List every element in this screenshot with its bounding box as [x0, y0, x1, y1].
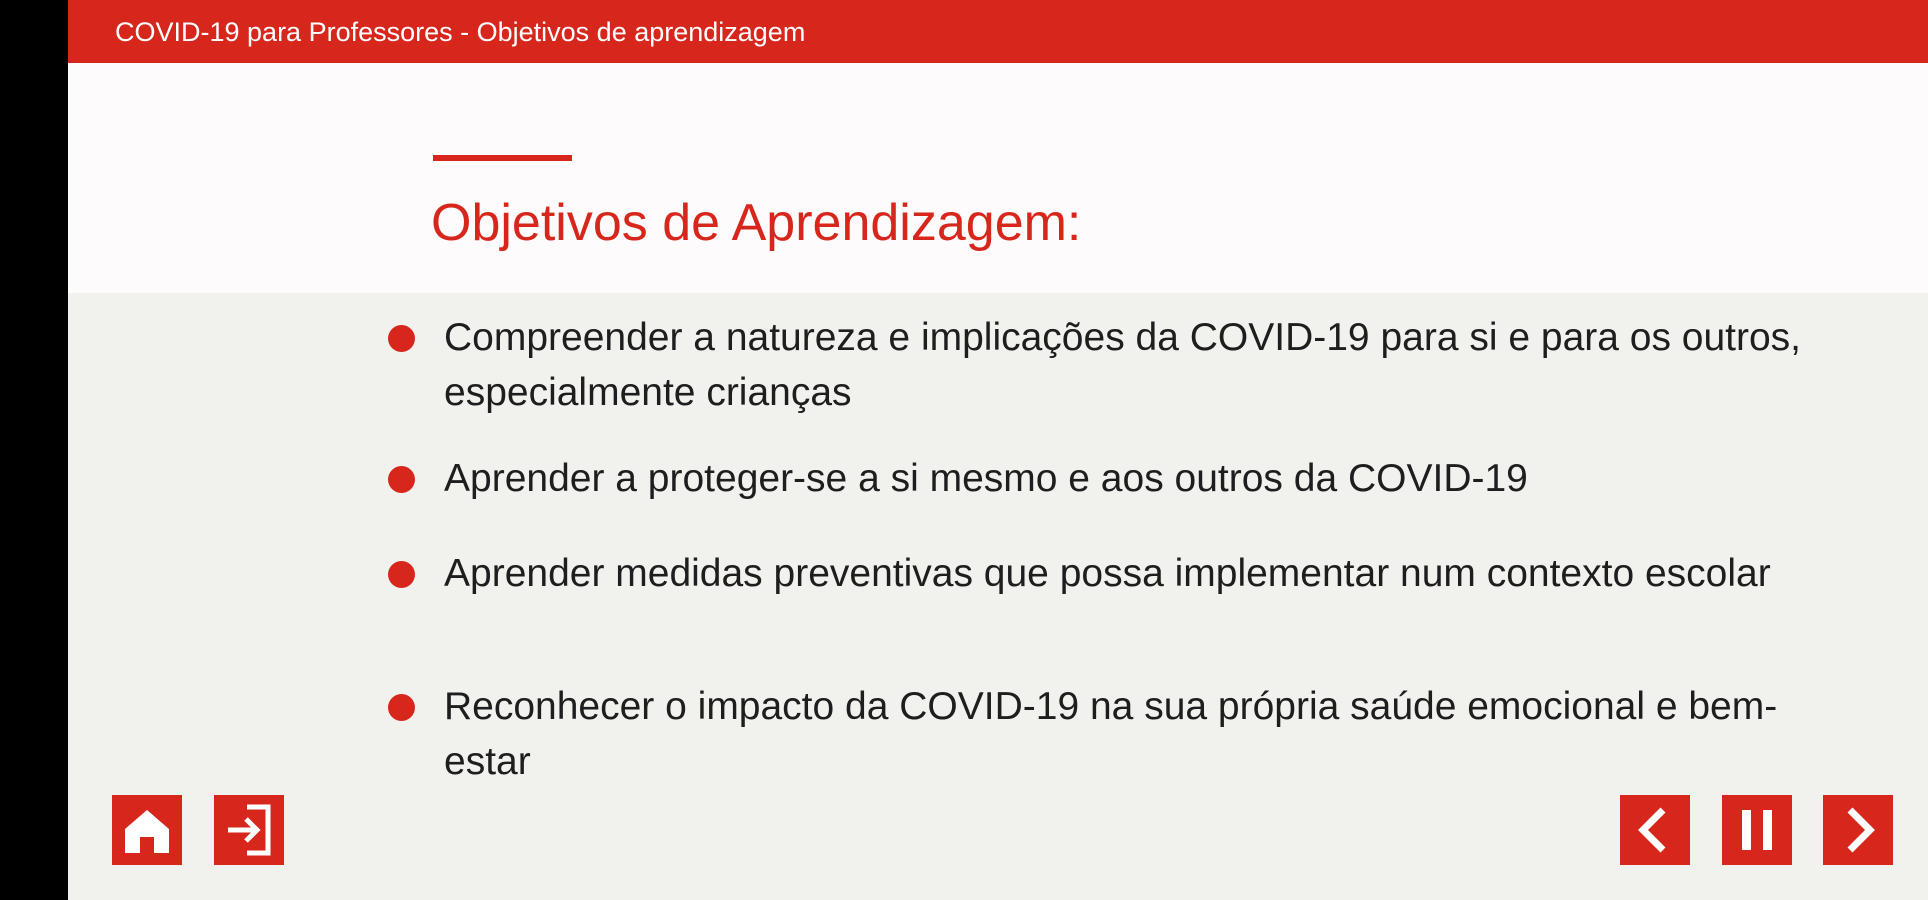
- slide-title: Objetivos de Aprendizagem:: [431, 194, 1082, 252]
- course-title: COVID-19 para Professores - Objetivos de aprendizagem: [115, 17, 806, 47]
- objectives-list: [68, 0, 1928, 900]
- home-icon: [112, 795, 182, 865]
- slide-player: [68, 0, 1928, 900]
- next-button[interactable]: [1823, 795, 1893, 865]
- bullet-icon: [388, 561, 415, 588]
- bullet-icon: [388, 694, 415, 721]
- chevron-right-icon: [1823, 795, 1893, 865]
- objective-text: Reconhecer o impacto da COVID-19 na sua própria saúde emocional e bem-estar: [444, 685, 1778, 783]
- previous-button[interactable]: [1620, 795, 1690, 865]
- left-black-bar: [0, 0, 68, 900]
- objective-text: Aprender medidas preventivas que possa implementar num contexto escolar: [444, 552, 1771, 595]
- bullet-icon: [388, 325, 415, 352]
- pause-icon: [1722, 795, 1792, 865]
- home-button[interactable]: [112, 795, 182, 865]
- chevron-left-icon: [1620, 795, 1690, 865]
- pause-button[interactable]: [1722, 795, 1792, 865]
- exit-button[interactable]: [214, 795, 284, 865]
- objective-text: Compreender a natureza e implicações da COVID-19 para si e para os outros, especialmente crianças: [444, 316, 1802, 414]
- bullet-icon: [388, 466, 415, 493]
- objective-text: Aprender a proteger-se a si mesmo e aos outros da COVID-19: [444, 457, 1528, 500]
- exit-icon: [214, 795, 284, 865]
